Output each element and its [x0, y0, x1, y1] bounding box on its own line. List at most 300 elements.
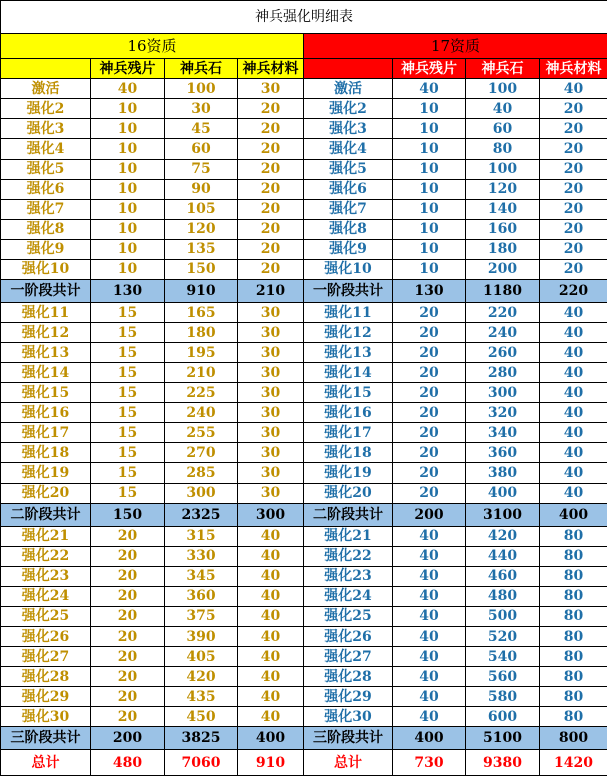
row-label-right: 强化15 [304, 383, 393, 403]
table-cell-right: 10 [393, 159, 466, 179]
table-cell-left: 40 [238, 586, 304, 606]
table-cell-left: 30 [238, 302, 304, 322]
table-cell-left: 2325 [165, 503, 238, 526]
table-cell-left: 15 [91, 302, 165, 322]
row-label-left: 强化5 [1, 159, 91, 179]
table-cell-left: 345 [165, 566, 238, 586]
table-cell-left: 30 [238, 383, 304, 403]
header-cell-left: 神兵材料 [238, 59, 304, 79]
table-row [1, 139, 607, 159]
table-cell-left: 10 [91, 119, 165, 139]
table-cell-left: 20 [238, 179, 304, 199]
row-label-left: 一阶段共计 [1, 279, 91, 302]
table-row [1, 566, 607, 586]
header-blank-left [1, 59, 91, 79]
table-cell-right: 340 [466, 423, 540, 443]
table-cell-right: 40 [393, 627, 466, 647]
table-cell-left: 135 [165, 239, 238, 259]
table-row [1, 383, 607, 403]
header-cell-right: 神兵材料 [540, 59, 607, 79]
table-cell-right: 80 [540, 566, 607, 586]
table-cell-right: 40 [540, 423, 607, 443]
table-cell-left: 20 [238, 139, 304, 159]
table-cell-left: 15 [91, 383, 165, 403]
row-label-right: 总计 [304, 750, 393, 776]
group-header-16: 16资质 [1, 34, 304, 59]
table-cell-left: 105 [165, 199, 238, 219]
row-label-left: 强化8 [1, 219, 91, 239]
row-label-right: 强化24 [304, 586, 393, 606]
table-cell-left: 15 [91, 463, 165, 483]
table-cell-left: 20 [91, 586, 165, 606]
table-cell-right: 40 [393, 586, 466, 606]
row-label-right: 强化27 [304, 647, 393, 667]
row-label-left: 强化3 [1, 119, 91, 139]
table-cell-right: 20 [393, 323, 466, 343]
table-row [1, 99, 607, 119]
table-cell-right: 400 [393, 727, 466, 750]
table-cell-left: 20 [91, 647, 165, 667]
table-cell-right: 20 [540, 139, 607, 159]
table-cell-right: 100 [466, 159, 540, 179]
row-label-left: 激活 [1, 79, 91, 99]
table-cell-left: 60 [165, 139, 238, 159]
table-cell-left: 10 [91, 179, 165, 199]
table-cell-right: 140 [466, 199, 540, 219]
table-cell-right: 320 [466, 403, 540, 423]
table-cell-right: 20 [393, 363, 466, 383]
row-label-right: 强化20 [304, 483, 393, 503]
table-cell-left: 75 [165, 159, 238, 179]
table-cell-left: 270 [165, 443, 238, 463]
row-label-left: 强化27 [1, 647, 91, 667]
table-cell-right: 80 [540, 606, 607, 626]
table-cell-left: 120 [165, 219, 238, 239]
table-row [1, 463, 607, 483]
row-label-right: 强化7 [304, 199, 393, 219]
row-label-left: 强化24 [1, 586, 91, 606]
table-cell-right: 80 [540, 586, 607, 606]
table-cell-left: 15 [91, 403, 165, 423]
row-label-right: 强化23 [304, 566, 393, 586]
table-cell-left: 165 [165, 302, 238, 322]
table-cell-left: 40 [238, 526, 304, 546]
stage-total-row [1, 503, 607, 526]
table-cell-left: 480 [91, 750, 165, 776]
header-blank-right [304, 59, 393, 79]
table-cell-right: 400 [540, 503, 607, 526]
table-row [1, 403, 607, 423]
table-cell-right: 40 [393, 79, 466, 99]
table-cell-right: 220 [540, 279, 607, 302]
table-cell-left: 20 [91, 667, 165, 687]
table-cell-right: 40 [393, 546, 466, 566]
table-row [1, 259, 607, 279]
table-cell-left: 10 [91, 99, 165, 119]
row-label-right: 强化8 [304, 219, 393, 239]
table-cell-left: 30 [238, 343, 304, 363]
table-cell-left: 180 [165, 323, 238, 343]
row-label-right: 强化10 [304, 259, 393, 279]
table-cell-left: 10 [91, 139, 165, 159]
table-cell-left: 30 [238, 443, 304, 463]
table-cell-left: 20 [238, 259, 304, 279]
row-label-right: 强化11 [304, 302, 393, 322]
table-cell-left: 285 [165, 463, 238, 483]
table-cell-left: 10 [91, 219, 165, 239]
table-cell-right: 20 [393, 302, 466, 322]
row-label-right: 强化14 [304, 363, 393, 383]
table-cell-left: 3825 [165, 727, 238, 750]
header-cell-left: 神兵石 [165, 59, 238, 79]
table-cell-left: 200 [91, 727, 165, 750]
row-label-right: 强化18 [304, 443, 393, 463]
table-cell-right: 130 [393, 279, 466, 302]
table-cell-left: 20 [91, 606, 165, 626]
table-cell-left: 210 [165, 363, 238, 383]
table-cell-right: 20 [540, 119, 607, 139]
row-label-right: 强化25 [304, 606, 393, 626]
table-cell-left: 360 [165, 586, 238, 606]
row-label-left: 强化13 [1, 343, 91, 363]
table-cell-left: 30 [238, 483, 304, 503]
table-cell-left: 375 [165, 606, 238, 626]
table-cell-left: 15 [91, 323, 165, 343]
table-row [1, 443, 607, 463]
table-cell-right: 500 [466, 606, 540, 626]
table-cell-left: 420 [165, 667, 238, 687]
table-cell-right: 100 [466, 79, 540, 99]
table-cell-right: 520 [466, 627, 540, 647]
table-cell-left: 20 [91, 627, 165, 647]
table-cell-left: 300 [238, 503, 304, 526]
table-cell-right: 20 [393, 463, 466, 483]
table-cell-right: 280 [466, 363, 540, 383]
table-cell-right: 580 [466, 687, 540, 707]
table-cell-right: 80 [466, 139, 540, 159]
table-cell-left: 40 [238, 566, 304, 586]
row-label-left: 强化17 [1, 423, 91, 443]
table-cell-left: 30 [238, 463, 304, 483]
table-cell-left: 255 [165, 423, 238, 443]
table-cell-right: 20 [540, 159, 607, 179]
table-cell-right: 160 [466, 219, 540, 239]
table-row [1, 483, 607, 503]
table-cell-left: 15 [91, 423, 165, 443]
table-cell-right: 40 [393, 667, 466, 687]
table-row [1, 586, 607, 606]
table-cell-left: 910 [238, 750, 304, 776]
table-cell-right: 20 [540, 99, 607, 119]
header-cell-right: 神兵残片 [393, 59, 466, 79]
table-cell-right: 40 [540, 383, 607, 403]
table-cell-left: 405 [165, 647, 238, 667]
table-cell-left: 40 [238, 667, 304, 687]
row-label-left: 强化12 [1, 323, 91, 343]
table-cell-left: 20 [91, 546, 165, 566]
table-cell-right: 240 [466, 323, 540, 343]
row-label-left: 强化15 [1, 383, 91, 403]
table-cell-right: 260 [466, 343, 540, 363]
row-label-left: 强化18 [1, 443, 91, 463]
row-label-left: 强化9 [1, 239, 91, 259]
table-cell-right: 40 [540, 79, 607, 99]
row-label-right: 强化19 [304, 463, 393, 483]
table-cell-left: 40 [238, 606, 304, 626]
row-label-left: 强化4 [1, 139, 91, 159]
row-label-right: 强化3 [304, 119, 393, 139]
row-label-left: 强化29 [1, 687, 91, 707]
table-cell-right: 10 [393, 259, 466, 279]
table-row [1, 647, 607, 667]
table-cell-left: 10 [91, 159, 165, 179]
table-row [1, 627, 607, 647]
table-cell-right: 80 [540, 707, 607, 727]
row-label-right: 强化4 [304, 139, 393, 159]
table-cell-left: 330 [165, 546, 238, 566]
table-cell-left: 20 [238, 119, 304, 139]
table-cell-left: 150 [91, 503, 165, 526]
table-cell-right: 40 [540, 443, 607, 463]
table-cell-left: 400 [238, 727, 304, 750]
table-cell-left: 15 [91, 343, 165, 363]
table-cell-left: 20 [238, 99, 304, 119]
table-cell-right: 600 [466, 707, 540, 727]
row-label-right: 强化16 [304, 403, 393, 423]
row-label-right: 激活 [304, 79, 393, 99]
table-cell-left: 390 [165, 627, 238, 647]
row-label-right: 强化21 [304, 526, 393, 546]
table-cell-left: 40 [238, 647, 304, 667]
table-cell-right: 40 [393, 606, 466, 626]
table-cell-left: 225 [165, 383, 238, 403]
table-cell-right: 20 [540, 259, 607, 279]
table-cell-left: 20 [238, 159, 304, 179]
table-cell-left: 150 [165, 259, 238, 279]
table-cell-left: 195 [165, 343, 238, 363]
table-cell-right: 40 [393, 707, 466, 727]
table-row [1, 707, 607, 727]
table-cell-right: 120 [466, 179, 540, 199]
table-cell-right: 10 [393, 239, 466, 259]
table-cell-left: 30 [238, 79, 304, 99]
table-cell-right: 40 [540, 403, 607, 423]
table-cell-right: 560 [466, 667, 540, 687]
row-label-left: 总计 [1, 750, 91, 776]
table-cell-right: 80 [540, 687, 607, 707]
table-cell-left: 40 [238, 707, 304, 727]
table-cell-right: 10 [393, 139, 466, 159]
table-cell-left: 15 [91, 363, 165, 383]
table-cell-left: 30 [165, 99, 238, 119]
row-label-right: 强化6 [304, 179, 393, 199]
row-label-left: 强化6 [1, 179, 91, 199]
table-cell-right: 20 [393, 383, 466, 403]
row-label-left: 强化7 [1, 199, 91, 219]
table-cell-right: 460 [466, 566, 540, 586]
table-cell-right: 20 [393, 443, 466, 463]
table-cell-right: 20 [393, 403, 466, 423]
table-row [1, 526, 607, 546]
table-cell-right: 20 [540, 199, 607, 219]
table-cell-left: 10 [91, 259, 165, 279]
table-cell-left: 40 [238, 687, 304, 707]
table-row [1, 199, 607, 219]
row-label-left: 二阶段共计 [1, 503, 91, 526]
table-cell-left: 20 [91, 566, 165, 586]
table-cell-left: 15 [91, 443, 165, 463]
table-cell-right: 10 [393, 199, 466, 219]
table-cell-right: 80 [540, 526, 607, 546]
row-label-right: 强化29 [304, 687, 393, 707]
table-cell-left: 240 [165, 403, 238, 423]
row-label-right: 强化13 [304, 343, 393, 363]
table-cell-right: 40 [393, 526, 466, 546]
table-cell-left: 30 [238, 323, 304, 343]
table-cell-right: 40 [540, 302, 607, 322]
table-cell-left: 100 [165, 79, 238, 99]
table-cell-right: 380 [466, 463, 540, 483]
table-row [1, 687, 607, 707]
table-cell-left: 7060 [165, 750, 238, 776]
table-cell-left: 300 [165, 483, 238, 503]
table-cell-right: 80 [540, 627, 607, 647]
row-label-left: 强化21 [1, 526, 91, 546]
row-label-left: 强化2 [1, 99, 91, 119]
row-label-right: 强化30 [304, 707, 393, 727]
table-cell-left: 315 [165, 526, 238, 546]
table-cell-left: 10 [91, 239, 165, 259]
table-cell-left: 20 [91, 687, 165, 707]
row-label-left: 强化23 [1, 566, 91, 586]
table-cell-right: 400 [466, 483, 540, 503]
table-cell-right: 480 [466, 586, 540, 606]
table-row [1, 423, 607, 443]
row-label-left: 强化16 [1, 403, 91, 423]
table-cell-left: 40 [238, 546, 304, 566]
table-cell-right: 40 [540, 323, 607, 343]
table-cell-right: 1180 [466, 279, 540, 302]
table-row [1, 79, 607, 99]
table-cell-right: 20 [540, 219, 607, 239]
table-cell-left: 15 [91, 483, 165, 503]
row-label-right: 强化12 [304, 323, 393, 343]
table-cell-left: 20 [238, 239, 304, 259]
table-row [1, 343, 607, 363]
table-row [1, 219, 607, 239]
row-label-left: 强化10 [1, 259, 91, 279]
table-cell-right: 3100 [466, 503, 540, 526]
table-cell-right: 20 [393, 483, 466, 503]
table-cell-right: 360 [466, 443, 540, 463]
stage-total-row [1, 279, 607, 302]
table-cell-right: 220 [466, 302, 540, 322]
table-cell-right: 200 [393, 503, 466, 526]
table-cell-left: 20 [238, 219, 304, 239]
table-cell-right: 40 [466, 99, 540, 119]
table-cell-right: 40 [393, 566, 466, 586]
table-cell-right: 10 [393, 119, 466, 139]
table-cell-left: 910 [165, 279, 238, 302]
row-label-right: 一阶段共计 [304, 279, 393, 302]
row-label-left: 强化25 [1, 606, 91, 626]
table-row [1, 546, 607, 566]
table-cell-right: 20 [393, 423, 466, 443]
table-cell-right: 9380 [466, 750, 540, 776]
table-cell-right: 60 [466, 119, 540, 139]
table-cell-right: 200 [466, 259, 540, 279]
table-cell-right: 300 [466, 383, 540, 403]
row-label-right: 强化17 [304, 423, 393, 443]
table-cell-left: 30 [238, 363, 304, 383]
table-cell-right: 20 [540, 239, 607, 259]
table-cell-right: 20 [393, 343, 466, 363]
row-label-left: 强化20 [1, 483, 91, 503]
table-cell-left: 450 [165, 707, 238, 727]
table-cell-left: 20 [91, 526, 165, 546]
table-cell-right: 730 [393, 750, 466, 776]
table-cell-left: 20 [91, 707, 165, 727]
row-label-left: 强化11 [1, 302, 91, 322]
table-cell-left: 130 [91, 279, 165, 302]
grand-total-row [1, 750, 607, 776]
row-label-right: 强化2 [304, 99, 393, 119]
row-label-left: 强化14 [1, 363, 91, 383]
stage-total-row [1, 727, 607, 750]
table-cell-right: 40 [540, 363, 607, 383]
table-cell-right: 1420 [540, 750, 607, 776]
table-row [1, 179, 607, 199]
header-cell-left: 神兵残片 [91, 59, 165, 79]
row-label-right: 强化5 [304, 159, 393, 179]
table-row [1, 119, 607, 139]
table-cell-right: 180 [466, 239, 540, 259]
table-cell-left: 40 [91, 79, 165, 99]
table-row [1, 323, 607, 343]
table-cell-left: 30 [238, 423, 304, 443]
table-cell-right: 80 [540, 546, 607, 566]
group-header-17: 17资质 [304, 34, 607, 59]
row-label-left: 强化22 [1, 546, 91, 566]
table-cell-left: 435 [165, 687, 238, 707]
table-cell-left: 40 [238, 627, 304, 647]
row-label-left: 强化26 [1, 627, 91, 647]
table-cell-right: 10 [393, 99, 466, 119]
table-cell-right: 80 [540, 647, 607, 667]
row-label-left: 三阶段共计 [1, 727, 91, 750]
table-cell-left: 45 [165, 119, 238, 139]
row-label-left: 强化30 [1, 707, 91, 727]
row-label-right: 强化28 [304, 667, 393, 687]
table-cell-right: 40 [393, 687, 466, 707]
row-label-right: 强化9 [304, 239, 393, 259]
table-row [1, 159, 607, 179]
table-row [1, 667, 607, 687]
table-cell-right: 800 [540, 727, 607, 750]
table-cell-right: 40 [540, 343, 607, 363]
table-row [1, 302, 607, 322]
table-cell-right: 440 [466, 546, 540, 566]
table-cell-right: 40 [540, 483, 607, 503]
table-cell-right: 10 [393, 219, 466, 239]
row-label-right: 三阶段共计 [304, 727, 393, 750]
table-cell-left: 90 [165, 179, 238, 199]
header-cell-right: 神兵石 [466, 59, 540, 79]
table-cell-right: 5100 [466, 727, 540, 750]
table-title: 神兵强化明细表 [1, 1, 607, 34]
row-label-left: 强化19 [1, 463, 91, 483]
row-label-right: 强化26 [304, 627, 393, 647]
